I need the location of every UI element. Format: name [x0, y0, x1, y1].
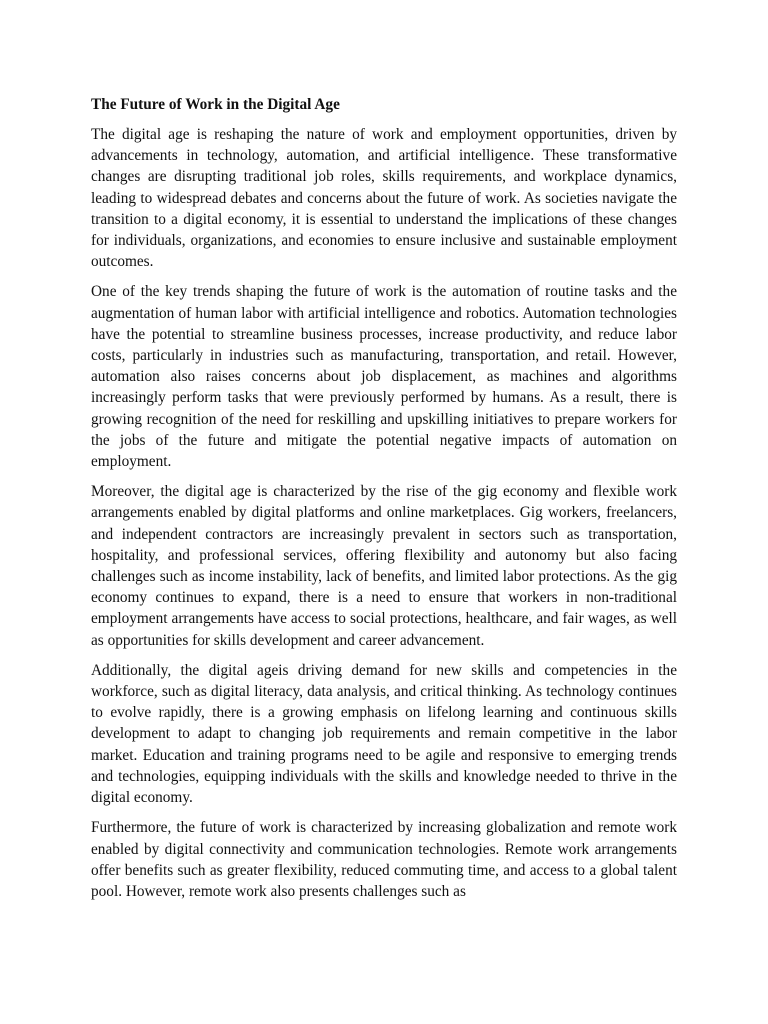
document-title: The Future of Work in the Digital Age: [91, 96, 340, 113]
document-page: [91, 94, 677, 911]
paragraph-1: The digital age is reshaping the nature of work and employment opportunities, driven by advancements in technology, automation, and artificial intelligence. These transformative changes are disrupting traditional job roles, skills requirements, and workplace dynamics, leading to widespread debates and concerns about the future of work. As societies navigate the transition to a digital economy, it is essential to understand the implications of these changes for individuals, organizations, and economies to ensure inclusive and sustainable employment outcomes.: [91, 126, 677, 271]
paragraph-4: Additionally, the digital ageis driving demand for new skills and competencies in the workforce, such as digital literacy, data analysis, and critical thinking. As technology continues to evolve rapidly, there is a growing emphasis on lifelong learning and continuous skills development to adapt to changing job requirements and remain competitive in the labor market. Education and training programs need to be agile and responsive to emerging trends and technologies, equipping individuals with the skills and knowledge needed to thrive in the digital economy.: [91, 661, 677, 807]
paragraph-3: Moreover, the digital age is characterized by the rise of the gig economy and flexible work arrangements enabled by digital platforms and online marketplaces. Gig workers, freelancers, and independent contractors are increasingly prevalent in sectors such as transportation, hospitality, and professional services, offering flexibility and autonomy but also facing challenges such as income instability, lack of benefits, and limited labor protections. As the gig economy continues to expand, there is a need to ensure that workers in non-traditional employment arrangements have access to social protections, healthcare, and fair wages, as well as opportunities for skills development and career advancement.: [91, 483, 677, 649]
paragraph-2: One of the key trends shaping the future of work is the automation of routine tasks and the augmentation of human labor with artificial intelligence and robotics. Automation technologies have the potential to streamline business processes, increase productivity, and reduce labor costs, particularly in industries such as manufacturing, transportation, and retail. However, automation also raises concerns about job displacement, as machines and algorithms increasingly perform tasks that were previously performed by humans. As a result, there is growing recognition of the need for reskilling and upskilling initiatives to prepare workers for the jobs of the future and mitigate the potential negative impacts of automation on employment.: [91, 283, 677, 471]
paragraph-5: Furthermore, the future of work is characterized by increasing globalization and remote work enabled by digital connectivity and communication technologies. Remote work arrangements offer benefits such as greater flexibility, reduced commuting time, and access to a global talent pool. However, remote work also presents challenges such as: [91, 819, 677, 900]
